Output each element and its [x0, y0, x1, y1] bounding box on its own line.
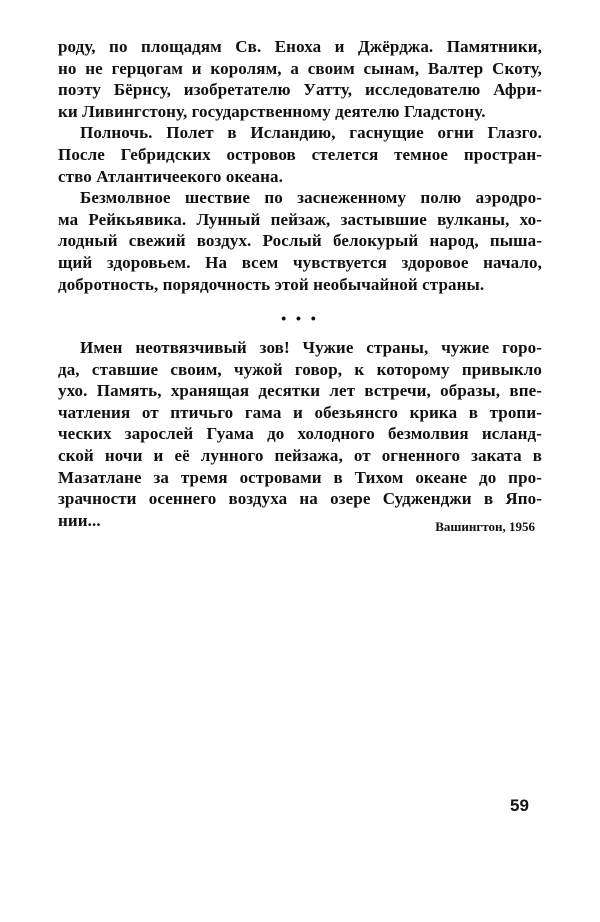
text-line: После Гебридских островов стелется темное простран-	[58, 144, 542, 164]
text-line: Имен неотвязчивый зов! Чужие страны, чужие горо-	[80, 338, 542, 357]
text-line: Полночь. Полет в Исландию, гаснущие огни Глазго.	[80, 123, 542, 143]
text-line: зрачности осеннего воздуха на озере Судженджи в Япо-	[58, 489, 542, 509]
place-date-signature: Вашингтон, 1956	[435, 519, 535, 534]
text-line: роду, по площадям Св. Еноха и Джёрджа. Памятники,	[58, 37, 542, 56]
text-section-1	[58, 36, 542, 295]
text-line: нии...	[58, 510, 101, 530]
text-line: ческих зарослей Гуама до холодного безмолвия исланд-	[58, 424, 542, 444]
text-line: ство Атлантичеекого океана.	[58, 166, 284, 186]
text-line: да, ставшие своим, чужой говор, к которому привыкло	[58, 359, 542, 379]
text-line: ской ночи и её лунного пейзажа, от огненного заката в	[58, 445, 542, 465]
text-line: добротность, порядочность этой необычайной страны.	[58, 274, 485, 294]
section-separator: • • •	[281, 310, 319, 326]
text-line: лодный свежий воздух. Рослый белокурый народ, пыша-	[58, 231, 542, 251]
text-line: чатления от птичьго гама и обезьянсго крика в тропи-	[58, 402, 542, 422]
text-line: поэту Бёрнсу, изобретателю Уатту, исследователю Афри-	[58, 80, 542, 100]
text-section-2	[58, 337, 542, 531]
text-line: Безмолвное шествие по заснеженному полю аэродро-	[80, 188, 542, 208]
text-line: но не герцогам и королям, а своим сынам, Валтер Скоту,	[58, 58, 542, 78]
text-line: ухо. Память, хранящая десятки лет встречи, образы, впе-	[58, 381, 542, 401]
text-line: щий здоровьем. На всем чувствуется здоровое начало,	[58, 252, 542, 272]
text-line: ма Рейкьявика. Лунный пейзаж, застывшие вулканы, хо-	[58, 209, 542, 229]
text-line: ки Ливингстону, государственному деятелю Гладстону.	[58, 101, 486, 121]
text-line: Мазатлане за тремя островами в Тихом океане до про-	[58, 467, 542, 487]
page-number: 59	[510, 796, 529, 815]
